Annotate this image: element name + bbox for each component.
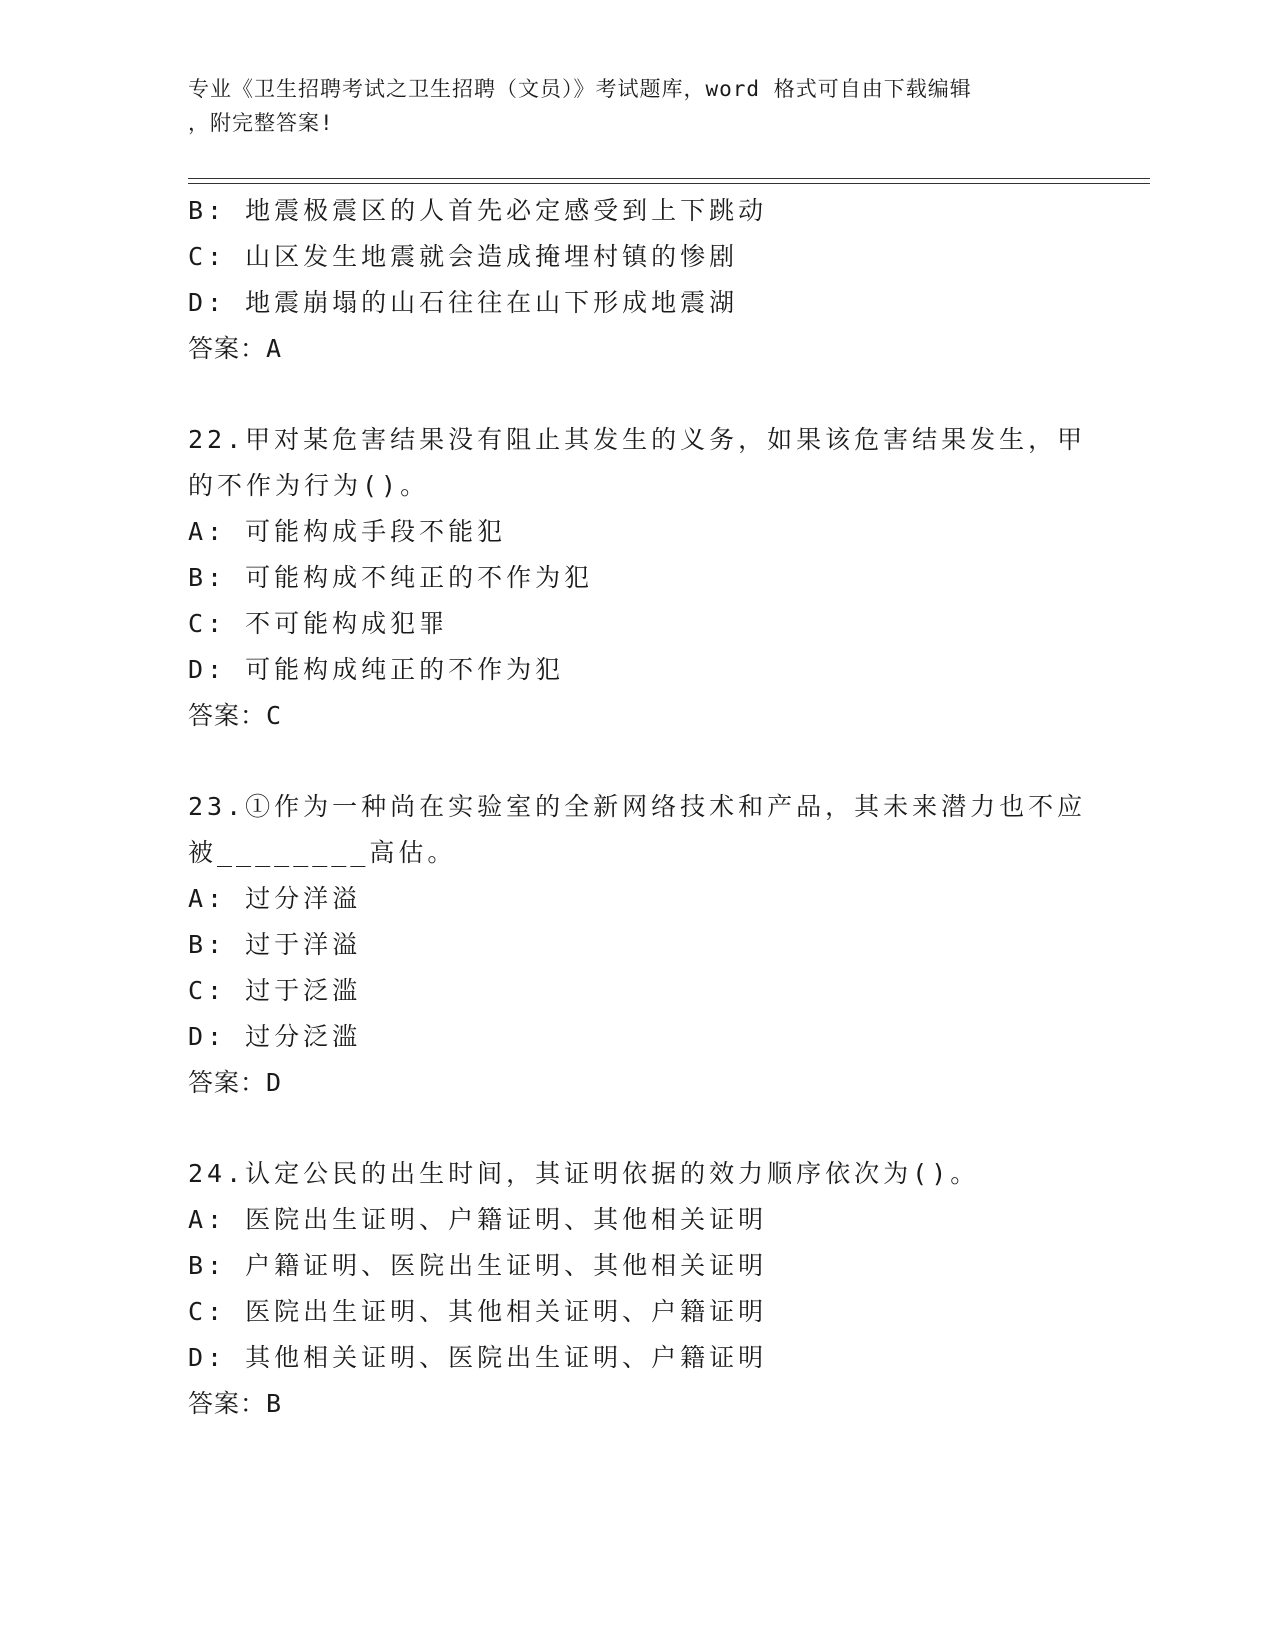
answer-value: B (266, 1389, 283, 1418)
answer-line: 答案：D (188, 1068, 283, 1097)
option-d: D: 其他相关证明、医院出生证明、户籍证明 (188, 1343, 768, 1372)
option-b: B: 地震极震区的人首先必定感受到上下跳动 (188, 196, 768, 225)
option-d: D: 可能构成纯正的不作为犯 (188, 655, 565, 684)
option-b: B: 户籍证明、医院出生证明、其他相关证明 (188, 1251, 768, 1280)
question-stem: 23.①作为一种尚在实验室的全新网络技术和产品，其未来潜力也不应 (188, 792, 1087, 821)
option-c: C: 过于泛滥 (188, 976, 362, 1005)
answer-value: A (266, 334, 283, 363)
document-body (188, 188, 1088, 1427)
question-21-tail (188, 188, 1088, 372)
option-d: D: 过分泛滥 (188, 1022, 362, 1051)
answer-line: 答案：A (188, 334, 283, 363)
header-divider (188, 178, 1150, 184)
header-line-2: ，附完整答案! (188, 111, 334, 135)
option-c: C: 医院出生证明、其他相关证明、户籍证明 (188, 1297, 768, 1326)
option-b: B: 可能构成不纯正的不作为犯 (188, 563, 594, 592)
option-c: C: 山区发生地震就会造成掩埋村镇的惨剧 (188, 242, 739, 271)
question-22 (188, 417, 1088, 739)
question-stem: 22.甲对某危害结果没有阻止其发生的义务，如果该危害结果发生，甲 (188, 425, 1087, 454)
question-23 (188, 784, 1088, 1106)
header-line-1: 专业《卫生招聘考试之卫生招聘（文员）》考试题库，word 格式可自由下载编辑 (188, 77, 972, 101)
option-a: A: 过分洋溢 (188, 884, 362, 913)
option-c: C: 不可能构成犯罪 (188, 609, 449, 638)
question-24 (188, 1151, 1088, 1427)
page-header (188, 72, 1088, 140)
option-b: B: 过于洋溢 (188, 930, 362, 959)
question-stem: 24.认定公民的出生时间，其证明依据的效力顺序依次为()。 (188, 1159, 980, 1188)
answer-value: C (266, 701, 283, 730)
answer-line: 答案：B (188, 1389, 283, 1418)
option-a: A: 可能构成手段不能犯 (188, 517, 507, 546)
answer-value: D (266, 1068, 283, 1097)
option-d: D: 地震崩塌的山石往往在山下形成地震湖 (188, 288, 739, 317)
question-stem-cont: 的不作为行为()。 (188, 471, 430, 500)
answer-line: 答案：C (188, 701, 283, 730)
option-a: A: 医院出生证明、户籍证明、其他相关证明 (188, 1205, 768, 1234)
question-stem-cont: 被________高估。 (188, 838, 457, 867)
